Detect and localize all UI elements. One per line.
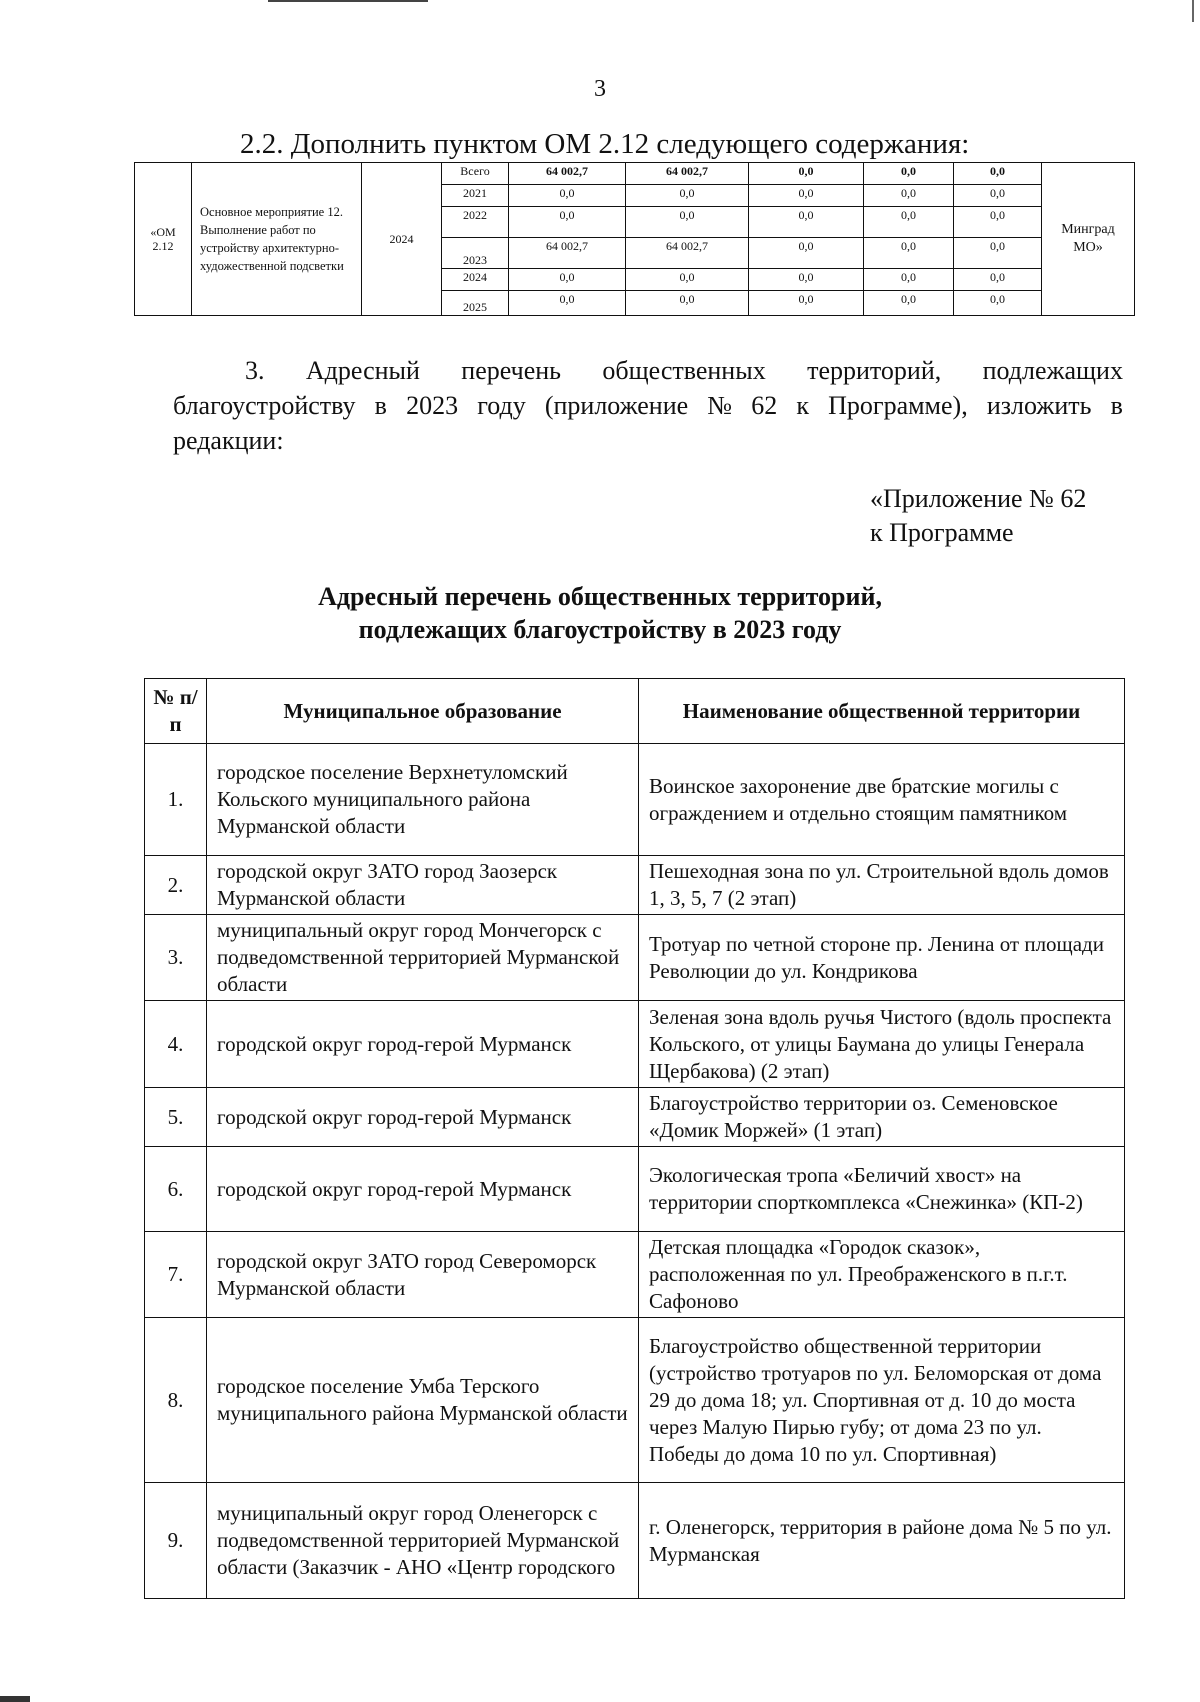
row-num: 3.: [145, 915, 207, 1001]
om-row-label: 2023: [442, 238, 509, 269]
om-value: 0,0: [749, 269, 864, 291]
om-value: 0,0: [954, 291, 1042, 316]
paragraph-3-line-3: редакции:: [173, 426, 284, 455]
row-num: 7.: [145, 1232, 207, 1318]
om-value: 64 002,7: [626, 238, 749, 269]
word: благоустройству: [173, 391, 356, 420]
paragraph-3-line-1: [173, 353, 1123, 388]
row-territory: Благоустройство территории оз. Семеновское «Домик Моржей» (1 этап): [639, 1088, 1125, 1147]
row-mo-text: муниципальный округ город Оленегорск с подведомственной территорией Мурманской области (Заказчик - АНО «Центр городского: [217, 1501, 620, 1579]
row-mo: [207, 1483, 639, 1599]
word: №: [707, 391, 733, 420]
om-value: 0,0: [626, 269, 749, 291]
word: изложить: [986, 391, 1092, 420]
header-mo: Муниципальное образование: [207, 679, 639, 744]
om-row-label: 2025: [442, 291, 509, 316]
scan-artifact-corner: [0, 1696, 30, 1702]
om-value: 0,0: [509, 291, 626, 316]
om-value: 0,0: [864, 207, 954, 238]
appendix-heading: [870, 482, 1086, 550]
om-value: 0,0: [749, 238, 864, 269]
om-value: 64 002,7: [626, 163, 749, 185]
om-code: «ОМ 2.12: [135, 163, 192, 316]
om-row: [135, 163, 1135, 185]
word: Адресный: [305, 356, 420, 385]
om-value: 0,0: [954, 269, 1042, 291]
word: перечень: [461, 356, 562, 385]
row-territory: Экологическая тропа «Беличий хвост» на территории спорткомплекса «Снежинка» (КП-2): [639, 1147, 1125, 1232]
om-value: 0,0: [509, 207, 626, 238]
page-number: 3: [594, 76, 606, 102]
row-num: 8.: [145, 1318, 207, 1483]
word: общественных: [602, 356, 766, 385]
row-mo: городской округ город-герой Мурманск: [207, 1001, 639, 1088]
word: в: [1110, 391, 1123, 420]
om-value: 0,0: [954, 185, 1042, 207]
word: территорий,: [807, 356, 942, 385]
table-row: [145, 1001, 1125, 1088]
om-value: 0,0: [954, 207, 1042, 238]
row-mo: муниципальный округ город Мончегорск с подведомственной территорией Мурманской области: [207, 915, 639, 1001]
om-value: 0,0: [864, 163, 954, 185]
scan-artifact-mark: [1192, 0, 1200, 22]
om-value: 64 002,7: [509, 238, 626, 269]
om-value: 0,0: [954, 163, 1042, 185]
row-mo: городской округ ЗАТО город Североморск Мурманской области: [207, 1232, 639, 1318]
table-row: [145, 856, 1125, 915]
territories-table: [144, 678, 1125, 1599]
om-value: 0,0: [864, 269, 954, 291]
row-territory: Тротуар по четной стороне пр. Ленина от площади Революции до ул. Кондрикова: [639, 915, 1125, 1001]
om-value: 0,0: [749, 185, 864, 207]
row-territory: Пешеходная зона по ул. Строительной вдоль домов 1, 3, 5, 7 (2 этап): [639, 856, 1125, 915]
header-num: № п/п: [145, 679, 207, 744]
table-row: [145, 1483, 1125, 1599]
row-num: 9.: [145, 1483, 207, 1599]
row-num: 4.: [145, 1001, 207, 1088]
paragraph-3-line-2: [173, 388, 1123, 423]
row-territory: Воинское захоронение две братские могилы с ограждением и отдельно стоящим памятником: [639, 744, 1125, 856]
row-territory: Благоустройство общественной территории (устройство тротуаров по ул. Беломорская от дома 29 до дома 18; ул. Спортивная от д. 10 до моста через Малую Пирью губу; от дома 23 по ул. Победы до дома 10 по ул. Спортивная): [639, 1318, 1125, 1483]
word: в: [374, 391, 387, 420]
row-num: 5.: [145, 1088, 207, 1147]
om-value: 0,0: [749, 207, 864, 238]
om-row-label: Всего: [442, 163, 509, 185]
row-mo: городское поселение Умба Терского муниципального района Мурманской области: [207, 1318, 639, 1483]
om-value: 64 002,7: [509, 163, 626, 185]
paragraph-3: [173, 353, 1123, 458]
word: к: [796, 391, 809, 420]
row-territory: Зеленая зона вдоль ручья Чистого (вдоль проспекта Кольского, от улицы Баумана до улицы Генерала Щербакова) (2 этап): [639, 1001, 1125, 1088]
word: 3.: [245, 356, 265, 385]
word: подлежащих: [982, 356, 1123, 385]
om-description: Основное мероприятие 12. Выполнение работ по устройству архитектурно-художественной подсветки: [192, 163, 362, 316]
om-value: 0,0: [509, 269, 626, 291]
appendix-line-1: «Приложение № 62: [870, 484, 1087, 513]
om-value: 0,0: [626, 291, 749, 316]
om-value: 0,0: [864, 238, 954, 269]
om-value: 0,0: [749, 291, 864, 316]
table-row: [145, 744, 1125, 856]
om-row-label: 2024: [442, 269, 509, 291]
word: 62: [751, 391, 778, 420]
title-line-2: подлежащих благоустройству в 2023 году: [358, 615, 842, 644]
appendix-line-2: к Программе: [870, 518, 1014, 547]
om-value: 0,0: [626, 207, 749, 238]
om-table: [134, 162, 1135, 316]
om-deadline: 2024: [362, 163, 442, 316]
title-line-1: Адресный перечень общественных территорий,: [318, 582, 882, 611]
om-value: 0,0: [864, 185, 954, 207]
intro-text: 2.2. Дополнить пунктом ОМ 2.12 следующего содержания:: [240, 128, 970, 160]
table-row: [145, 915, 1125, 1001]
row-mo: городской округ город-герой Мурманск: [207, 1088, 639, 1147]
row-num: 2.: [145, 856, 207, 915]
scan-artifact-line: [268, 0, 428, 2]
document-title: [0, 580, 1200, 646]
word: (приложение: [544, 391, 689, 420]
row-num: 1.: [145, 744, 207, 856]
word: Программе),: [828, 391, 968, 420]
row-mo: городской округ ЗАТО город Заозерск Мурманской области: [207, 856, 639, 915]
om-value: 0,0: [864, 291, 954, 316]
word: 2023: [406, 391, 459, 420]
om-row-label: 2021: [442, 185, 509, 207]
table-header-row: [145, 679, 1125, 744]
table-row: [145, 1147, 1125, 1232]
om-value: 0,0: [509, 185, 626, 207]
row-territory: г. Оленегорск, территория в районе дома № 5 по ул. Мурманская: [639, 1483, 1125, 1599]
om-value: 0,0: [626, 185, 749, 207]
row-num: 6.: [145, 1147, 207, 1232]
om-row-label: 2022: [442, 207, 509, 238]
row-mo: городское поселение Верхнетуломский Кольского муниципального района Мурманской области: [207, 744, 639, 856]
row-territory: Детская площадка «Городок сказок», расположенная по ул. Преображенского в п.г.т. Сафоново: [639, 1232, 1125, 1318]
om-value: 0,0: [749, 163, 864, 185]
table-row: [145, 1088, 1125, 1147]
table-row: [145, 1232, 1125, 1318]
table-row: [145, 1318, 1125, 1483]
om-responsible: Минград МО»: [1042, 163, 1135, 316]
row-mo: городской округ город-герой Мурманск: [207, 1147, 639, 1232]
om-value: 0,0: [954, 238, 1042, 269]
word: году: [477, 391, 526, 420]
header-territory: Наименование общественной территории: [639, 679, 1125, 744]
